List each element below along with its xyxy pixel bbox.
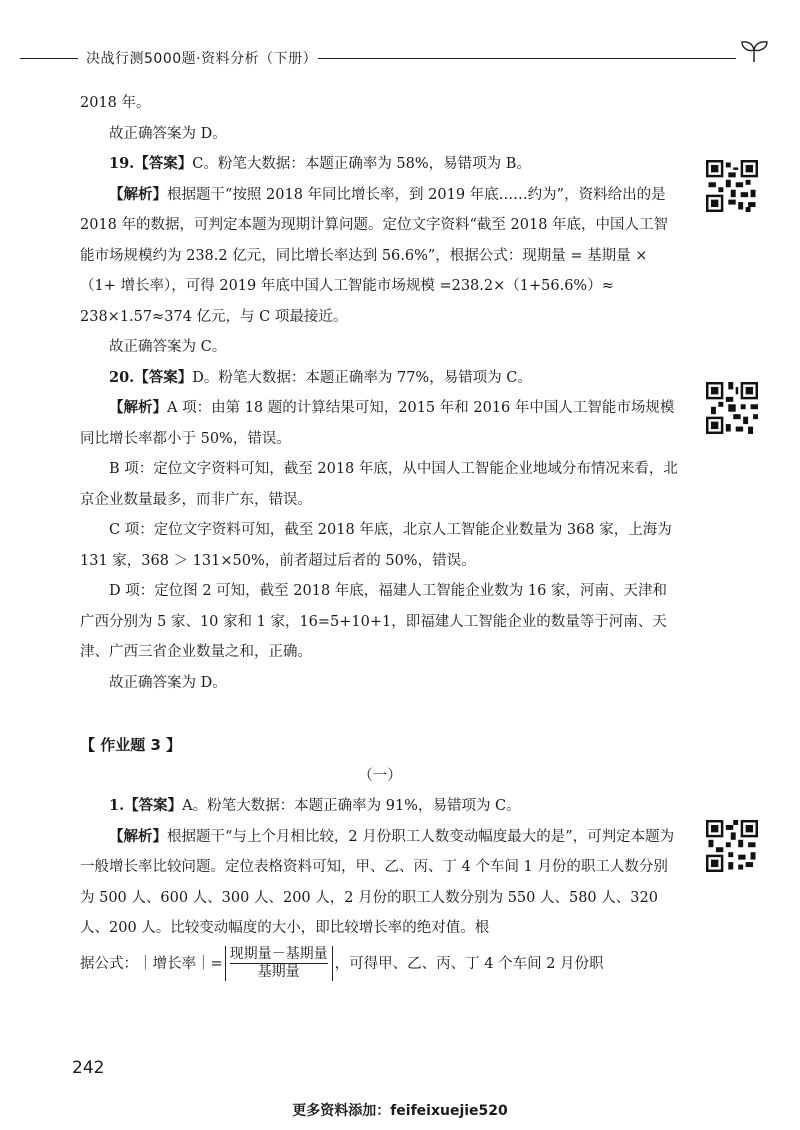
page-body (80, 88, 680, 984)
analysis-label: 【解析】 (109, 827, 167, 845)
qr-code-icon[interactable] (706, 382, 758, 434)
answer-text: D。粉笔大数据：本题正确率为 77%，易错项为 C。 (192, 369, 532, 386)
formula-denominator: 基期量 (257, 964, 300, 980)
analysis-text: 根据题干“按照 2018 年同比增长率，到 2019 年底……约为”，资料给出的是 2018 年的数据，可判定本题为现期计算问题。定位文字资料“截至 2018 年底，中国人工智能市场规模约为 238.2 亿元，同比增长率达到 56.6%”，根据公式：现期量 = 基期量 ×（1+ 增长率），可得 2019 年底中国人工智能市场规模 =238.2×（1+56.6%）≈ 238×1.57≈374 亿元，与 C 项最接近。 (80, 186, 669, 325)
page-number: 242 (72, 1058, 105, 1078)
header-rule-left (20, 58, 78, 59)
question-20-analysis (80, 393, 680, 454)
formula-suffix: ，可得甲、乙、丙、丁 4 个车间 2 月份职 (334, 955, 604, 972)
section-heading: 【 作业题 3 】 (80, 736, 182, 754)
header-rule-right (318, 58, 736, 59)
answer-label: 19.【答案】 (109, 155, 193, 172)
growth-rate-formula (225, 946, 333, 981)
qr-code-icon[interactable] (706, 160, 758, 212)
formula-numerator: 现期量－基期量 (229, 946, 328, 962)
question-19-answer (80, 149, 680, 180)
running-title: 决战行测5000题·资料分析（下册） (86, 51, 318, 67)
answer-text: C。粉笔大数据：本题正确率为 58%，易错项为 B。 (192, 156, 531, 172)
paragraph: 2018 年。 (80, 95, 151, 111)
answer-label: 20.【答案】 (109, 368, 193, 386)
answer-label: 1.【答案】 (109, 797, 183, 814)
option-c-analysis: C 项：定位文字资料可知，截至 2018 年底，北京人工智能企业数量为 368 家，上海为 131 家，368 ＞ 131×50%，前者超过后者的 50%，错误。 (80, 522, 672, 569)
formula-line (80, 944, 680, 984)
analysis-label: 【解析】 (109, 399, 167, 416)
leaf-icon (738, 38, 772, 66)
formula-prefix: 据公式：｜增长率｜= (80, 955, 223, 972)
sub-heading: （一） (358, 767, 402, 784)
answer-conclusion: 故正确答案为 D。 (109, 674, 227, 691)
question-1-analysis (80, 822, 680, 944)
analysis-label: 【解析】 (109, 185, 167, 203)
option-d-analysis: D 项：定位图 2 可知，截至 2018 年底，福建人工智能企业数为 16 家，河南、天津和广西分别为 5 家、10 家和 1 家，16=5+10+1，即福建人工智能企业的数量等于河南、天津、广西三省企业数量之和，正确。 (80, 583, 667, 660)
qr-code-icon[interactable] (706, 820, 758, 872)
answer-conclusion: 故正确答案为 C。 (109, 339, 227, 355)
page-header (0, 46, 800, 70)
question-1-answer (80, 791, 680, 822)
footer-note: 更多资料添加：feifeixuejie520 (292, 1103, 508, 1119)
option-b-analysis: B 项：定位文字资料可知，截至 2018 年底，从中国人工智能企业地域分布情况来看，北京企业数量最多，而非广东，错误。 (80, 461, 678, 508)
answer-text: A。粉笔大数据：本题正确率为 91%，易错项为 C。 (182, 798, 521, 814)
analysis-text: 根据题干“与上个月相比较，2 月份职工人数变动幅度最大的是”，可判定本题为一般增长率比较问题。定位表格资料可知，甲、乙、丙、丁 4 个车间 1 月份的职工人数分别为 500 人、600 人、300 人、200 人，2 月份的职工人数分别为 550 人、580 人、320 人、200 人。比较变动幅度的大小，即比较增长率的绝对值。根 (80, 828, 675, 936)
analysis-text: A 项：由第 18 题的计算结果可知，2015 年和 2016 年中国人工智能市场规模同比增长率都小于 50%，错误。 (80, 400, 675, 447)
question-19-analysis (80, 180, 680, 333)
question-20-answer (80, 363, 680, 394)
answer-conclusion: 故正确答案为 D。 (109, 125, 227, 142)
